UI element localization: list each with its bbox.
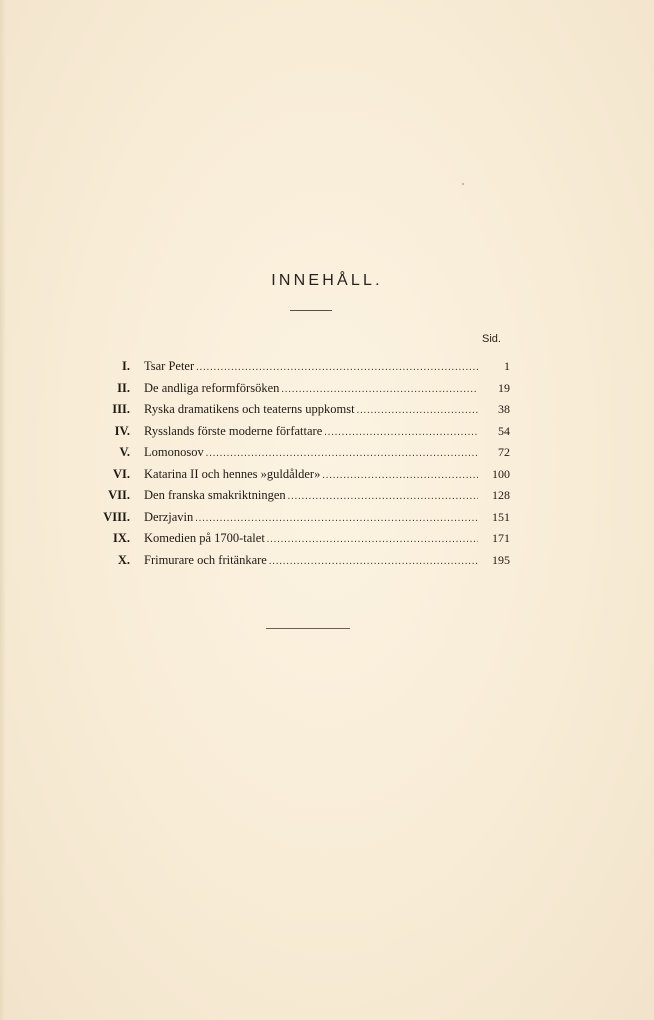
chapter-page: 171 [492, 531, 510, 545]
chapter-numeral: III. [112, 402, 130, 416]
chapter-numeral: VI. [112, 466, 130, 481]
dot-leader [322, 465, 478, 487]
title-rule [290, 310, 332, 311]
dot-leader [267, 529, 478, 551]
chapter-title: Komedien på 1700-talet [144, 531, 265, 545]
chapter-page: 38 [498, 402, 510, 416]
chapter-title: Tsar Peter [144, 359, 195, 373]
chapter-page: 100 [492, 466, 510, 481]
dot-leader [206, 443, 478, 465]
chapter-title: Frimurare och fritänkare [144, 552, 267, 567]
table-of-contents [100, 356, 510, 571]
chapter-page: 195 [492, 552, 510, 567]
chapter-numeral: II. [117, 380, 130, 395]
chapter-title: Lomonosov [144, 445, 204, 459]
chapter-title: Rysslands förste moderne författare [144, 423, 323, 438]
chapter-page: 1 [504, 359, 510, 373]
chapter-numeral: I. [122, 359, 130, 373]
chapter-numeral: X. [117, 552, 130, 567]
chapter-numeral: VIII. [103, 509, 130, 524]
chapter-title: De andliga reformförsöken [144, 380, 280, 395]
toc-entry [100, 399, 510, 421]
chapter-title: Derzjavin [144, 509, 194, 524]
dot-leader [357, 400, 478, 422]
toc-entry [100, 528, 510, 550]
chapter-title: Ryska dramatikens och teaterns uppkomst [144, 402, 355, 416]
toc-entry [100, 485, 510, 507]
chapter-title: Katarina II och hennes »guldålder» [144, 466, 321, 481]
chapter-page: 54 [498, 423, 510, 438]
page-title: INNEHÅLL. [271, 272, 383, 289]
chapter-numeral: V. [119, 445, 130, 459]
dot-leader [195, 508, 478, 530]
chapter-numeral: VII. [108, 488, 130, 502]
toc-entry [100, 507, 510, 529]
chapter-title: Den franska smakriktningen [144, 488, 286, 502]
toc-entry [100, 550, 510, 572]
toc-entry [100, 378, 510, 400]
chapter-page: 151 [492, 509, 510, 524]
dot-leader [281, 379, 478, 401]
toc-entry [100, 464, 510, 486]
dot-leader [196, 357, 478, 379]
chapter-page: 72 [498, 445, 510, 459]
dot-leader [269, 551, 478, 573]
toc-entry [100, 421, 510, 443]
dot-leader [324, 422, 478, 444]
page-column-label: Sid. [482, 333, 501, 345]
closing-rule [266, 628, 350, 629]
chapter-numeral: IX. [112, 531, 130, 545]
toc-entry [100, 442, 510, 464]
chapter-page: 128 [492, 488, 510, 502]
dot-leader [288, 486, 478, 508]
chapter-page: 19 [498, 380, 510, 395]
toc-entry [100, 356, 510, 378]
page-edge-shadow [0, 0, 6, 1020]
chapter-numeral: IV. [114, 423, 130, 438]
paper-speck [462, 183, 464, 185]
